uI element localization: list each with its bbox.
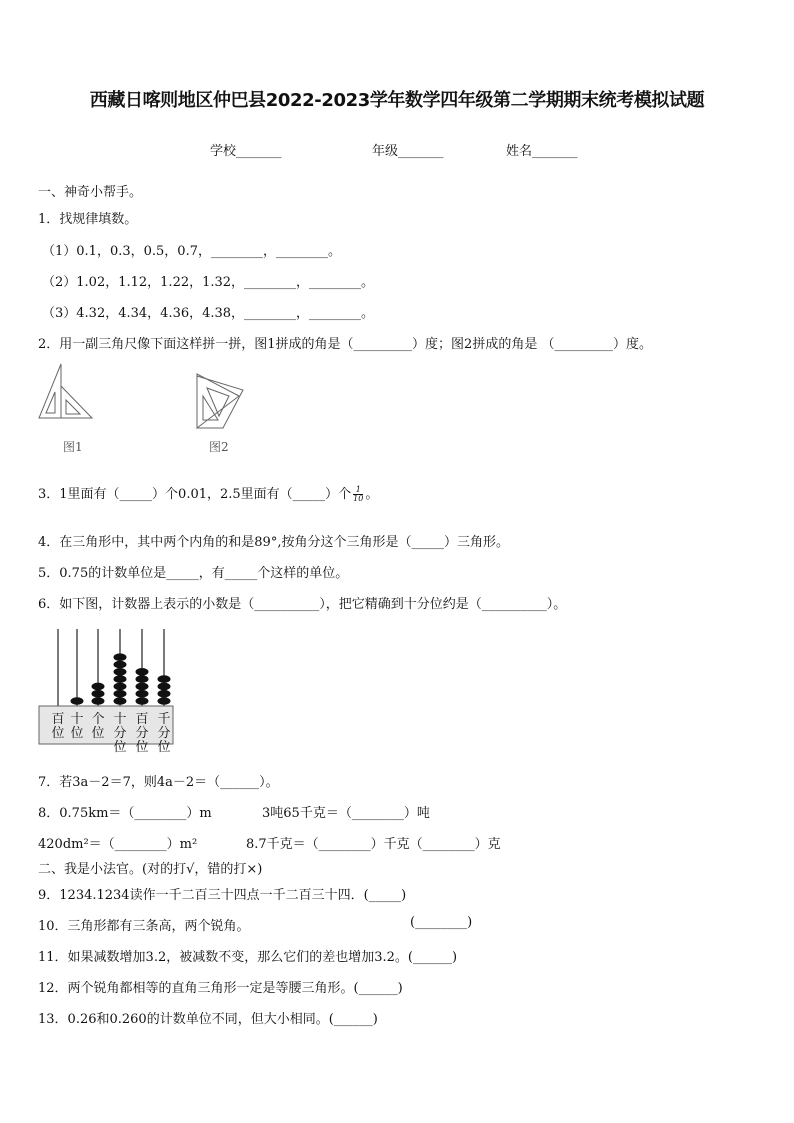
question-6: 6．如下图，计数器上表示的小数是（__________），把它精确到十分位约是（__________）。 xyxy=(38,597,567,612)
question-1-3: （3）4.32，4.34，4.36，4.38，________，________。 xyxy=(42,306,375,321)
abacus-bead xyxy=(114,690,127,698)
abacus-bead xyxy=(158,683,171,691)
abacus-bead xyxy=(158,690,171,698)
abacus-column-label: 位 xyxy=(70,726,84,741)
question-7: 7．若3a－2＝7，则4a－2＝（______）。 xyxy=(38,775,279,790)
question-8-3: 420dm²＝（________）m² xyxy=(38,837,198,852)
figure-2-set-squares xyxy=(193,372,249,432)
page-title: 西藏日喀则地区仲巴县2022-2023学年数学四年级第二学期期末统考模拟试题 xyxy=(89,90,705,111)
abacus-bead xyxy=(136,675,149,683)
abacus-bead xyxy=(136,697,149,705)
abacus-column-label: 分 xyxy=(157,726,171,741)
question-3 xyxy=(38,483,378,503)
question-8-1: 8．0.75km＝（________）m xyxy=(38,806,212,821)
abacus-bead xyxy=(92,690,105,698)
figure-2-label: 图2 xyxy=(209,440,229,454)
question-3-text: 3．1里面有（_____）个0.01，2.5里面有（_____）个 xyxy=(38,487,352,502)
fraction-numerator: 1 xyxy=(353,486,363,495)
question-11: 11．如果减数增加3.2，被减数不变，那么它们的差也增加3.2。(______) xyxy=(38,950,458,965)
abacus-bead xyxy=(158,697,171,705)
name-field: 姓名_______ xyxy=(506,144,578,159)
abacus-column-label: 千 xyxy=(157,712,171,727)
abacus-bead xyxy=(71,697,84,705)
abacus-column-label: 位 xyxy=(157,740,171,754)
abacus-bead xyxy=(114,668,127,676)
school-field: 学校_______ xyxy=(210,144,282,159)
abacus-bead xyxy=(114,653,127,661)
abacus-bead xyxy=(92,683,105,691)
abacus-column-label: 位 xyxy=(135,740,149,754)
abacus-bead xyxy=(92,697,105,705)
question-1: 1．找规律填数。 xyxy=(38,212,138,227)
question-12: 12．两个锐角都相等的直角三角形一定是等腰三角形。(______) xyxy=(38,981,403,996)
question-10: 10．三角形都有三条高，两个锐角。 xyxy=(38,919,250,934)
abacus-bead xyxy=(136,683,149,691)
figure-1-set-squares xyxy=(36,362,96,428)
section2-heading: 二、我是小法官。(对的打√，错的打×) xyxy=(38,862,263,877)
fraction-denominator: 10 xyxy=(353,494,364,503)
counter-abacus xyxy=(36,626,178,754)
abacus-column-label: 百 xyxy=(51,712,65,727)
question-9: 9．1234.1234读作一千二百三十四点一千二百三十四．(_____) xyxy=(38,888,407,903)
question-1-1: （1）0.1，0.3，0.5，0.7，________，________。 xyxy=(42,244,341,259)
abacus-bead xyxy=(136,690,149,698)
question-1-2: （2）1.02，1.12，1.22，1.32，________，________。 xyxy=(42,275,375,290)
abacus-bead xyxy=(114,675,127,683)
section1-heading: 一、神奇小帮手。 xyxy=(38,185,143,200)
question-13: 13．0.26和0.260的计数单位不同，但大小相同。(______) xyxy=(38,1012,378,1027)
question-5: 5．0.75的计数单位是_____，有_____个这样的单位。 xyxy=(38,566,349,581)
abacus-column-label: 分 xyxy=(135,726,149,741)
abacus-bead xyxy=(158,675,171,683)
abacus-column-label: 十 xyxy=(113,712,127,727)
question-10-answer: (________) xyxy=(410,915,473,930)
question-8-4: 8.7千克＝（________）千克（________）克 xyxy=(246,837,501,852)
question-3-end: 。 xyxy=(365,487,379,502)
abacus-column-label: 百 xyxy=(135,712,149,727)
fraction-one-tenth xyxy=(353,486,363,503)
question-4: 4．在三角形中，其中两个内角的和是89°,按角分这个三角形是（_____）三角形。 xyxy=(38,535,509,550)
question-2: 2．用一副三角尺像下面这样拼一拼，图1拼成的角是（_________）度；图2拼成的角是 （_________）度。 xyxy=(38,337,652,352)
abacus-column-label: 位 xyxy=(51,726,65,741)
figure-1-label: 图1 xyxy=(63,440,83,454)
abacus-column-label: 个 xyxy=(91,712,105,727)
question-8-2: 3吨65千克＝（________）吨 xyxy=(262,806,430,821)
abacus-column-label: 十 xyxy=(70,712,84,727)
abacus-bead xyxy=(114,661,127,669)
set-square-30-60-90 xyxy=(39,364,61,418)
abacus-column-label: 分 xyxy=(113,726,127,741)
abacus-column-label: 位 xyxy=(113,740,127,754)
abacus-column-label: 位 xyxy=(91,726,105,741)
abacus-bead xyxy=(114,683,127,691)
grade-field: 年级_______ xyxy=(372,144,444,159)
abacus-bead xyxy=(114,697,127,705)
abacus-bead xyxy=(136,668,149,676)
